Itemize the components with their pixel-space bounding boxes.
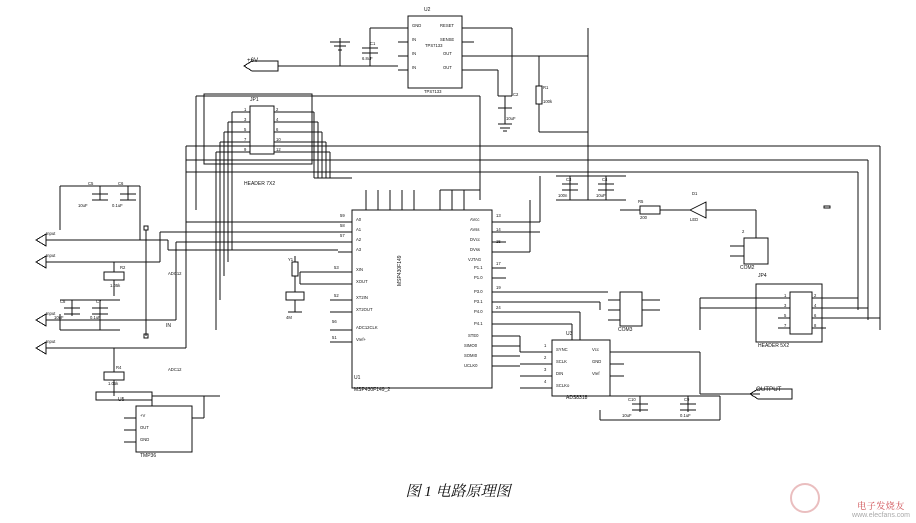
u1-pin-p41: P4.1 <box>474 321 483 326</box>
c8-ref: C8 <box>60 299 66 304</box>
c10-value: 10uF <box>622 413 632 418</box>
jp4-pin-5: 5 <box>784 313 787 318</box>
u1-pin-adcclk: ADC12CLK <box>356 325 378 330</box>
u2-pin-sense: SENSE <box>440 37 455 42</box>
c3-ref: C3 <box>566 177 572 182</box>
u1-pin-a0: A0 <box>356 217 362 222</box>
u1-pin-a3: A3 <box>356 247 362 252</box>
c2-value: 10uF <box>506 116 516 121</box>
u3-pin-sync: SYNC <box>556 347 568 352</box>
u3-num-3: 3 <box>544 367 547 372</box>
jp1-pin-1: 1 <box>244 107 247 112</box>
u1-part: MSP430F149_2 <box>354 387 391 393</box>
watermark-text: 电子发烧友 <box>857 501 905 511</box>
u2-pin-gnd: GND <box>412 23 422 28</box>
u2-ref: U2 <box>424 7 431 13</box>
adc12-label-1: ADC12 <box>168 271 182 276</box>
jp1-label: HEADER 7X2 <box>244 181 276 187</box>
u3-num-1: 1 <box>544 343 547 348</box>
u1-pin-a2: A2 <box>356 237 362 242</box>
y1-ref: Y1 <box>288 257 294 262</box>
jp4-pin-2: 2 <box>814 293 817 298</box>
c5-value: 0.1uF <box>112 203 123 208</box>
u2-part: TPS7133 <box>425 43 443 48</box>
r2-value: 1.05k <box>110 283 121 288</box>
u1-pin-ste0: STE0 <box>468 333 479 338</box>
u1-num-59: 59 <box>340 213 345 218</box>
u3-num-2: 2 <box>544 355 547 360</box>
r4-value: 1.05k <box>108 381 119 386</box>
u1-num-13: 13 <box>496 213 501 218</box>
u1-num-51: 51 <box>332 335 337 340</box>
jp1-pin-3: 3 <box>244 117 247 122</box>
u1-pin-avss: AVss <box>470 227 480 232</box>
u1-num-24: 24 <box>496 305 501 310</box>
input-4-label: Input <box>46 339 56 344</box>
u1-pin-xt2out: XT2OUT <box>356 307 373 312</box>
c4-ref: C4 <box>602 177 608 182</box>
u5-pin-v: +V <box>140 413 146 418</box>
u3-num-4: 4 <box>544 379 547 384</box>
u5-pin-out: OUT <box>140 425 149 430</box>
u1-pin-a1: A1 <box>356 227 362 232</box>
jp4-ref: JP4 <box>758 273 767 279</box>
u2-pin-reset: RESET <box>440 23 454 28</box>
u1-num-56: 56 <box>332 319 337 324</box>
u2-pin-out2: OUT <box>443 65 452 70</box>
watermark-url: www.elecfans.com <box>852 512 910 519</box>
jp4-label: HEADER 5X2 <box>758 343 790 349</box>
u3-pin-vcc: Vcc <box>592 347 599 352</box>
com2-pin: 2 <box>742 229 745 234</box>
c3-value: 100n <box>558 193 568 198</box>
u3-pin-sclk: SCLK <box>556 359 567 364</box>
r2-ref: R2 <box>120 265 126 270</box>
jp1-ref: JP1 <box>250 97 259 103</box>
c9-ref: C9 <box>684 397 690 402</box>
jp4-pin-7: 7 <box>784 323 787 328</box>
u1-pin-p31: P3.1 <box>474 299 483 304</box>
watermark-circle <box>790 483 820 513</box>
input-2-label: Input <box>46 253 56 258</box>
c2-ref: C2 <box>513 92 519 97</box>
com2-ref: COM2 <box>740 265 755 271</box>
jp1-pin-4: 4 <box>276 117 279 122</box>
c5-ref: C5 <box>88 181 94 186</box>
r1-ref: R1 <box>543 85 549 90</box>
u2-pin-in1: IN <box>412 37 417 42</box>
jp4-pin-8: 8 <box>814 323 817 328</box>
u1-ref: U1 <box>354 375 361 381</box>
output-label: OUTPUT <box>756 386 782 393</box>
c7-ref: C7 <box>96 299 102 304</box>
u1-pin-xout: XOUT <box>356 279 368 284</box>
u1-num-58: 58 <box>340 223 345 228</box>
u1-pin-simo0: SIMO0 <box>464 343 478 348</box>
u3-part: ADS8318 <box>566 395 588 401</box>
adc12-label-2: ADC12 <box>168 367 182 372</box>
u1-pin-avcc: AVcc <box>470 217 480 222</box>
c6-ref: C6 <box>118 181 124 186</box>
u1-num-14: 14 <box>496 227 501 232</box>
u5-part: TMP36 <box>140 453 157 459</box>
jp4-pin-3: 3 <box>784 303 787 308</box>
u1-num-19: 19 <box>496 285 501 290</box>
u1-pin-uclk0: UCLK0 <box>464 363 478 368</box>
u1-pin-p10: P1.0 <box>474 275 483 280</box>
figure-caption: 图 1 电路原理图 <box>405 484 511 500</box>
c4-value: 10uF <box>596 193 606 198</box>
in-net-label: IN <box>166 323 171 329</box>
u1-num-15: 15 <box>496 239 501 244</box>
u5-pin-gnd: GND <box>140 437 150 442</box>
c1-ref: C1 <box>370 41 376 46</box>
u1-num-57: 57 <box>340 233 345 238</box>
c9-value: 0.1uF <box>680 413 691 418</box>
r1-value: 100k <box>543 99 553 104</box>
d1-label: LED <box>690 217 699 222</box>
u1-pin-xt2in: XT2IN <box>356 295 368 300</box>
u3-pin-din: DIN <box>556 371 564 376</box>
u1-pin-vjtag: VJTAG <box>468 257 482 262</box>
u1-pin-dvss: DVss <box>470 247 481 252</box>
c7-value: 0.1uF <box>90 315 101 320</box>
jp4-pin-1: 1 <box>784 293 787 298</box>
u1-num-52: 52 <box>334 293 339 298</box>
jp1-pin-12: 12 <box>276 147 281 152</box>
u1-part-vertical: MSP430F149 <box>397 255 403 286</box>
u3-pin-gnd: GND <box>592 359 602 364</box>
y1-value: 4M <box>286 315 292 320</box>
u2-pin-in2: IN <box>412 51 417 56</box>
c8-value: 10uF <box>54 315 64 320</box>
d1-ref: D1 <box>692 191 698 196</box>
jp1-pin-2: 2 <box>276 107 279 112</box>
power-in-label: +6V <box>247 57 259 64</box>
c6-value: 10uF <box>78 203 88 208</box>
r5-value: 200 <box>640 215 647 220</box>
u1-num-53: 53 <box>334 265 339 270</box>
watermark <box>852 499 910 519</box>
u2-pin-in3: IN <box>412 65 417 70</box>
u2-part-bottom: TPS7133 <box>424 89 442 94</box>
input-1-label: Input <box>46 231 56 236</box>
u2-pin-out1: OUT <box>443 51 452 56</box>
u1-pin-p30: P3.0 <box>474 289 483 294</box>
jp4-pin-4: 4 <box>814 303 817 308</box>
r5-ref: R5 <box>638 199 644 204</box>
u1-pin-somi0: SOMI0 <box>464 353 478 358</box>
u3-pin-vref: Vref <box>592 371 600 376</box>
u3-ref: U3 <box>566 331 573 337</box>
u1-num-17: 17 <box>496 261 501 266</box>
c1-value: 6.8uF <box>362 56 373 61</box>
u1-pin-xin: XIN <box>356 267 363 272</box>
jp1-pin-6: 6 <box>276 127 279 132</box>
u1-pin-p40: P4.0 <box>474 309 483 314</box>
u5-ref: U5 <box>118 397 125 403</box>
u1-pin-vref: Vref+ <box>356 337 366 342</box>
jp1-pin-9: 9 <box>244 147 247 152</box>
u1-pin-dvcc: DVcc <box>470 237 481 242</box>
r4-ref: R4 <box>116 365 122 370</box>
u3-pin-sclko: SCLKo <box>556 383 570 388</box>
u1-pin-p11: P1.1 <box>474 265 483 270</box>
jp1-pin-5: 5 <box>244 127 247 132</box>
jp1-pin-10: 10 <box>276 137 281 142</box>
input-3-label: Input <box>46 311 56 316</box>
com3-ref: COM3 <box>618 327 633 333</box>
jp4-pin-6: 6 <box>814 313 817 318</box>
jp1-pin-7: 7 <box>244 137 247 142</box>
c10-ref: C10 <box>628 397 636 402</box>
